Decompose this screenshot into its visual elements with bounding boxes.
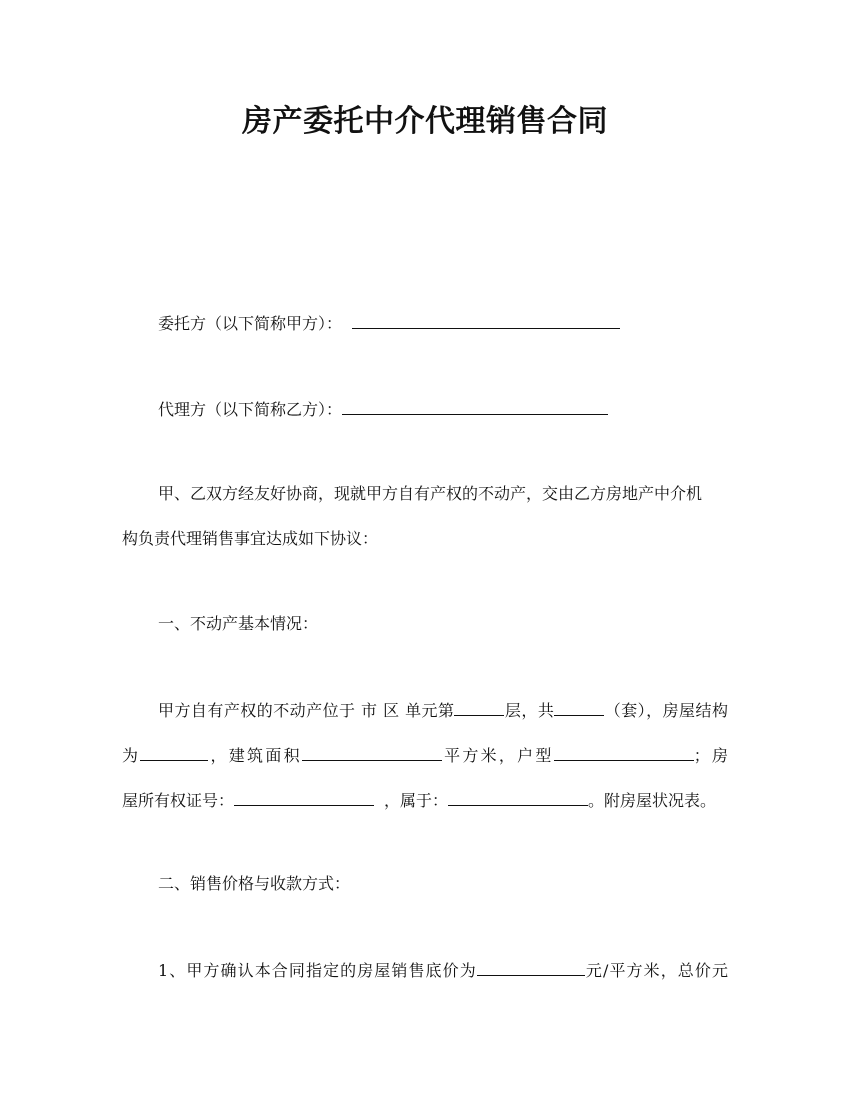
location-text: 甲方自有产权的不动产位于 市 区 单元第 <box>158 701 455 720</box>
party-b-label: 代理方（以下简称乙方）： <box>158 400 343 419</box>
section-1-heading-text: 一、不动产基本情况： <box>158 614 319 633</box>
section-2-heading-text: 二、销售价格与收款方式： <box>158 874 351 893</box>
party-a-blank[interactable] <box>352 310 620 329</box>
units-blank[interactable] <box>554 697 604 716</box>
yuan-text: 元 <box>711 961 728 980</box>
section-1-line-1 <box>158 697 728 723</box>
intro-paragraph-line-1 <box>158 482 728 506</box>
intro-text-1: 甲、乙双方经友好协商，现就甲方自有产权的不动产，交由乙方房地产中介机 <box>158 484 703 503</box>
party-a-line <box>158 310 728 336</box>
structure-blank[interactable] <box>140 742 208 761</box>
base-price-text: 1、甲方确认本合同指定的房屋销售底价为 <box>158 961 477 980</box>
structure-prefix: 为 <box>122 746 141 765</box>
layout-text: 平方米，户型 <box>441 746 554 765</box>
section-1-line-3 <box>122 787 728 813</box>
section-2-heading <box>158 872 728 896</box>
floor-blank[interactable] <box>454 697 504 716</box>
party-a-label: 委托方（以下简称甲方）： <box>158 314 343 333</box>
page-title: 房产委托中介代理销售合同 <box>242 104 608 139</box>
total-floors-text: 层，共 <box>504 701 555 720</box>
area-blank[interactable] <box>302 742 442 761</box>
area-text: ，建筑面积 <box>208 746 302 765</box>
intro-text-2: 构负责代理销售事宜达成如下协议： <box>122 529 379 548</box>
house-prefix: ；房 <box>693 746 728 765</box>
attachment-text: 。附房屋状况表。 <box>588 791 717 810</box>
party-b-line <box>158 396 728 422</box>
structure-text: （套），房屋结构 <box>604 701 728 720</box>
belongs-to-text: ，属于： <box>384 791 449 810</box>
certificate-blank[interactable] <box>234 787 374 806</box>
section-2-line-1 <box>158 957 728 983</box>
section-1-line-2 <box>122 742 728 768</box>
certificate-text: 屋所有权证号： <box>122 791 235 810</box>
base-price-blank[interactable] <box>477 957 585 976</box>
party-b-blank[interactable] <box>342 396 608 415</box>
belongs-to-blank[interactable] <box>448 787 588 806</box>
section-1-heading <box>158 612 728 636</box>
total-price-text: 元/平方米，总价 <box>584 961 712 980</box>
intro-paragraph-line-2 <box>122 527 728 551</box>
layout-blank[interactable] <box>554 742 694 761</box>
